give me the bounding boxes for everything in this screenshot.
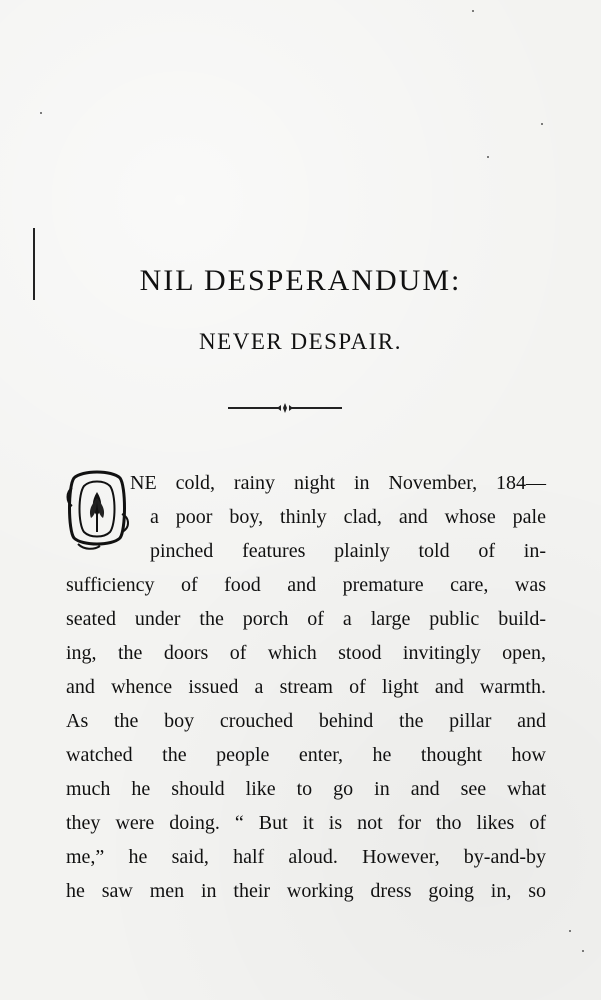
text-line: much he should like to go in and see what: [66, 778, 546, 800]
paper-speck: [472, 10, 474, 12]
text-line: NE cold, rainy night in November, 184—: [130, 472, 546, 494]
title-ornament-icon: [228, 401, 342, 415]
chapter-subtitle: NEVER DESPAIR.: [199, 329, 402, 354]
paper-speck: [582, 950, 584, 952]
paper-speck: [487, 156, 489, 158]
paper-speck: [569, 930, 571, 932]
text-line: he saw men in their working dress going in, so: [66, 880, 546, 902]
text-line: they were doing. “ But it is not for tho likes of: [66, 812, 546, 834]
text-line: a poor boy, thinly clad, and whose pale: [150, 506, 546, 528]
paper-speck: [40, 112, 42, 114]
text-line: ing, the doors of which stood invitingly open,: [66, 642, 546, 664]
chapter-title: NIL DESPERANDUM:: [139, 264, 462, 297]
text-line: seated under the porch of a large public build-: [66, 608, 546, 630]
text-line: As the boy crouched behind the pillar and: [66, 710, 546, 732]
text-line: and whence issued a stream of light and warmth.: [66, 676, 546, 698]
text-line: pinched features plainly told of in-: [150, 540, 546, 562]
text-line: watched the people enter, he thought how: [66, 744, 546, 766]
body-text: [66, 466, 546, 908]
text-line: sufficiency of food and premature care, was: [66, 574, 546, 596]
paper-speck: [541, 123, 543, 125]
text-line: me,” he said, half aloud. However, by-and-by: [66, 846, 546, 868]
